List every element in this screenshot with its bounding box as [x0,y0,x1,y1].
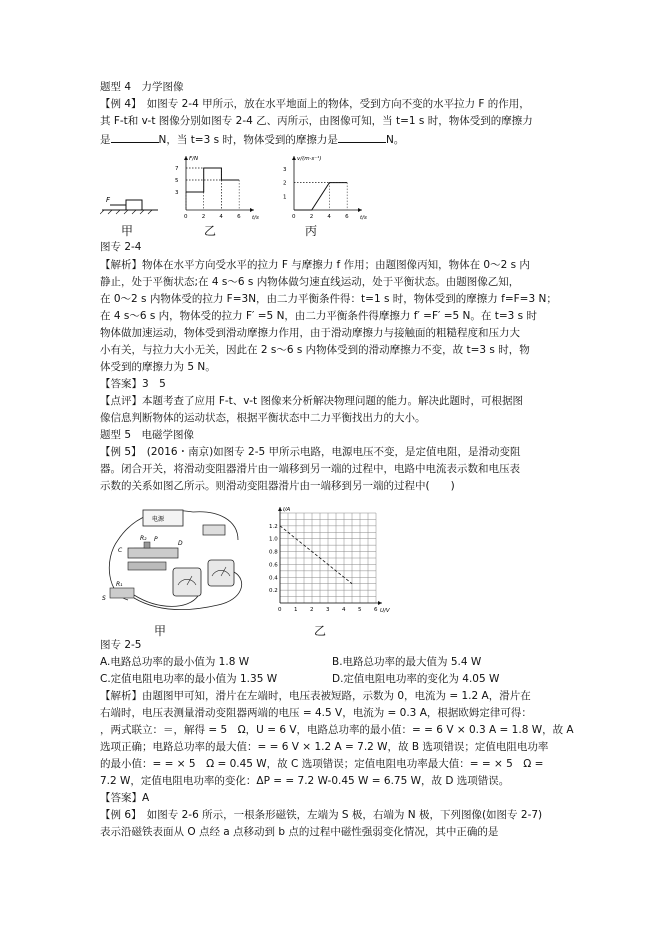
y-tick-label: 0.2 [269,588,278,595]
label-s: S [102,595,106,602]
example6-text-line2: 表示沿磁铁表面从 O 点经 a 点移动到 b 点的过程中磁性强弱变化情况，其中正确的是 [100,826,499,838]
figure-label-yi: 乙 [204,224,217,238]
x-tick-label: 4 [342,607,346,613]
section5-title: 题型 5 电磁学图像 [100,429,195,441]
circuit-diagram [98,500,248,615]
force-label: F [106,196,111,204]
x-tick-label: 2 [310,607,314,613]
x-tick-label: 5 [358,607,362,613]
label-r2: R₂ [140,535,147,542]
y-axis-arrow [292,156,296,160]
y-tick-label: 3 [283,166,287,173]
ex4-text-b: N，当 t=3 s 时，物体受到的摩擦力是 [158,134,338,146]
section4-title: 题型 4 力学图像 [100,81,184,93]
x-axis-label: U/V [380,608,390,614]
label-c: C [118,547,123,554]
label-p: P [154,536,158,543]
example5-text-line3: 示数的关系如图乙所示。则滑动变阻器滑片由一端移到另一端的过程中( ) [100,480,455,492]
answer-blank-2 [338,132,386,143]
comment4-line2: 像信息判断物体的运动状态，根据平衡状态中二力平衡找出力的大小。 [100,412,426,424]
y-tick-label: 7 [175,166,179,172]
y-tick-label: 0.8 [269,549,278,556]
analysis5-line4: 选项正确；电路总功率的最大值：= = 6 V × 1.2 A = 7.2 W，故 B 选项错误；定值电阻电功率 [100,741,549,753]
option-c: C.定值电阻电功率的最小值为 1.35 W [100,673,278,685]
y-tick-label: 5 [175,178,179,184]
x-tick-label: 4 [327,214,331,220]
ex4-text-c: N。 [385,134,405,146]
example5-text-line2: 器。闭合开关，将滑动变阻器滑片由一端移到另一端的过程中，电路中电流表示数和电压表 [100,463,520,475]
x-tick-label: 6 [237,214,241,220]
ex4-text-a: 是 [100,134,111,146]
figure-label-yi-2: 乙 [314,624,327,638]
analysis4-line6: 小有关，与拉力大小无关，因此在 2 s～6 s 内物体受到的滑动摩擦力不变，故 t=3 s 时，物 [100,344,530,356]
y-axis-label: I/A [283,507,291,513]
analysis5-line5: 的最小值：= = × 5 Ω = 0.45 W，故 C 选项错误；定值电阻电功率最大值：= = × 5 Ω = [100,758,544,770]
y-axis-arrow [278,507,282,511]
x-tick-label: 4 [219,214,223,220]
analysis4-line3: 在 0～2 s 内物体受的拉力 F=3N，由二力平衡条件得：t=1 s 时，物体受到的摩擦力 f=F=3 N； [100,293,557,305]
x-tick-label: 0 [184,214,188,220]
analysis4-line2: 静止，处于平衡状态;在 4 s～6 s 内物体做匀速直线运动，处于平衡状态。由题图像乙知， [100,276,520,288]
analysis4-line4: 在 4 s～6 s 内，物体受的拉力 F′ =5 N，由二力平衡条件得摩擦力 f′ =F′ =5 N。在 t=3 s 时 [100,310,537,322]
analysis5-line6: 7.2 W，定值电阻电功率的变化：ΔP = = 7.2 W-0.45 W = 6.75 W，故 D 选项错误。 [100,775,510,787]
answer-blank-1 [111,132,159,143]
analysis5-line3: ，两式联立：＝，解得 = 5 Ω，U = 6 V，电路总功率的最小值：= = 6 V × 0.3 A = 1.8 W，故 A [100,724,574,736]
y-tick-label: 0.6 [269,562,278,569]
x-tick-label: 6 [345,214,349,220]
y-tick-label: 1 [283,194,287,201]
example6-text-line1: 【例 6】 如图专 2-6 所示，一根条形磁铁，左端为 S 极，右端为 N 极，下列图像(如图专 2-7) [100,809,543,821]
x-tick-label: 1 [294,607,298,613]
x-axis-label: t/s [360,215,367,220]
x-axis-arrow [378,601,382,605]
x-tick-label: 2 [309,214,314,220]
y-axis-arrow [184,156,188,160]
example4-text-line3 [100,132,570,147]
x-axis-label: t/s [252,215,259,220]
analysis4-line7: 体受到的摩擦力为 5 N。 [100,361,216,373]
comment4-line1: 【点评】本题考查了应用 F-t、v-t 图像来分析解决物理问题的能力。解决此题时，可根据图 [100,395,523,407]
figure-caption-2-4: 图专 2-4 [100,241,142,253]
option-b: B.电路总功率的最大值为 5.4 W [332,656,482,668]
x-tick-label: 2 [201,214,206,220]
label-d: D [178,540,183,547]
data-line [280,526,352,584]
analysis5-line1: 【解析】由题图甲可知，滑片在左端时，电压表被短路，示数为 0，电流为 = 1.2 A，滑片在 [100,690,531,702]
answer4: 【答案】3 5 [100,378,166,390]
label-r1: R₁ [116,581,123,588]
analysis4-line5: 物体做加速运动，物体受到滑动摩擦力作用，由于滑动摩擦力与接触面的粗糙程度和压力大 [100,327,520,339]
chart-current-voltage [262,500,402,615]
x-tick-label: 3 [326,607,330,613]
figure-label-bing: 丙 [305,224,318,238]
x-axis-arrow [250,208,254,212]
data-line [294,183,347,210]
x-tick-label: 6 [374,607,378,613]
chart-force-time [172,150,262,220]
option-d: D.定值电阻电功率的变化为 4.05 W [332,673,500,685]
x-axis-arrow [358,208,362,212]
analysis5-line2: 右端时，电压表测量滑动变阻器两端的电压 = 4.5 V，电流为 = 0.3 A，根据欧姆定律可得： [100,707,532,719]
figure-label-jia: 甲 [121,224,134,238]
option-a: A.电路总功率的最小值为 1.8 W [100,656,250,668]
figure-caption-2-5: 图专 2-5 [100,639,142,651]
power-label: 电源 [152,516,165,523]
y-tick-label: 3 [175,190,179,196]
answer5: 【答案】A [100,792,150,804]
example4-text-line1: 【例 4】 如图专 2-4 甲所示，放在水平地面上的物体，受到方向不变的水平拉力 F 的作用， [100,98,530,110]
example4-text-line2: 其 F-t和 v-t 图像分别如图专 2-4 乙、丙所示，由图像可知，当 t=1 s 时，物体受到的摩擦力 [100,115,533,127]
y-tick-label: 2 [283,180,287,187]
y-tick-label: 1.2 [269,523,278,530]
x-tick-label: 0 [278,607,282,613]
y-axis-label: v/(m·s⁻¹) [297,156,322,162]
y-axis-label: F/N [189,156,199,162]
y-tick-label: 0.4 [269,575,278,582]
example5-text-line1: 【例 5】 (2016・南京)如图专 2-5 甲所示电路，电源电压不变，是定值电阻，是滑动变阻 [100,446,521,458]
analysis4-line1: 【解析】物体在水平方向受水平的拉力 F 与摩擦力 f 作用；由题图像丙知，物体在 0～2 s 内 [100,259,530,271]
y-tick-label: 1.0 [269,536,278,543]
figure-label-jia-2: 甲 [154,624,167,638]
chart-velocity-time [280,150,370,220]
figure-block-on-ground [100,185,160,215]
x-tick-label: 0 [292,214,296,220]
